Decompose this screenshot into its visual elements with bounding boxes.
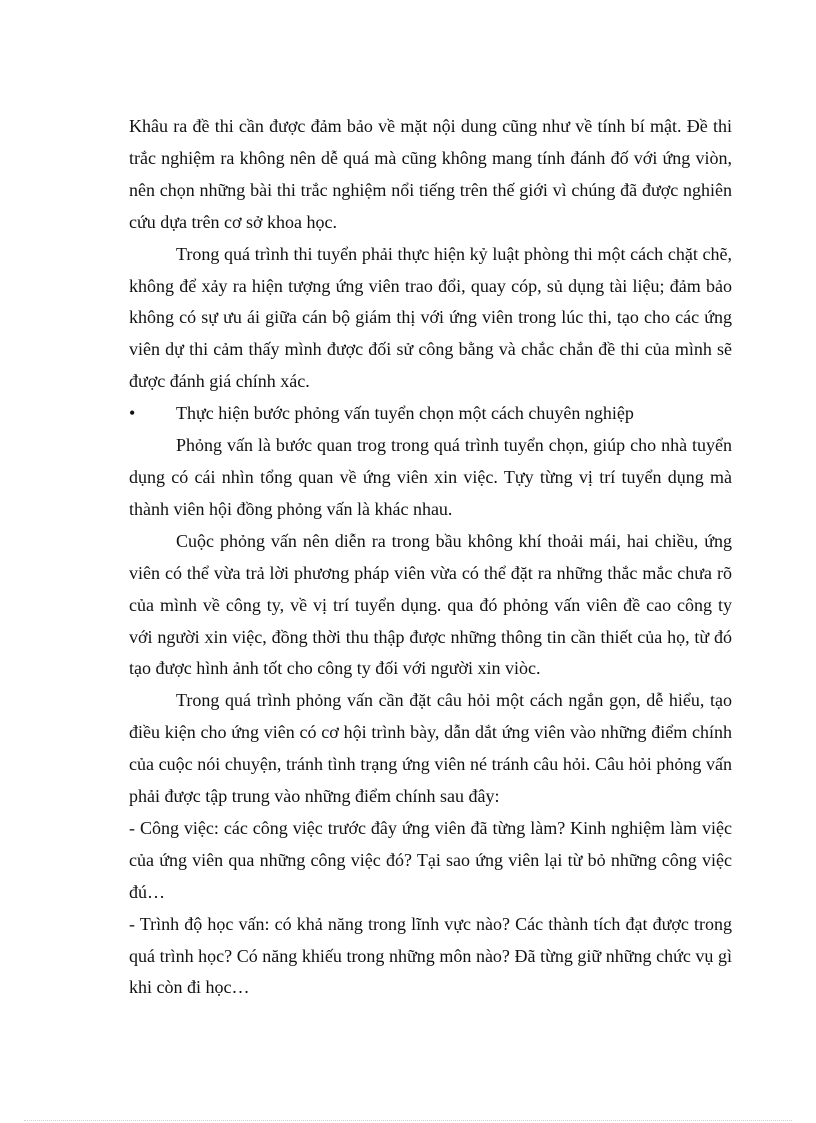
bullet-icon: • (129, 403, 136, 424)
paragraph-work-questions: - Công việc: các công việc trước đây ứng viên đã từng làm? Kinh nghiệm làm việc của ứng viên qua những công việc đó? Tại sao ứng viên lại từ bỏ những công việc đú… (129, 817, 732, 902)
bullet-item-label: Thực hiện bước phỏng vấn tuyển chọn một cách chuyên nghiệp (176, 403, 634, 424)
paragraph-exam-content: Khâu ra đề thi cần được đảm bảo về mặt nội dung cũng như về tính bí mật. Đề thi trắc nghiệm ra không nên dễ quá mà cũng không mang tính đánh đố với ứng viòn, nên chọn những bài thi trắc nghiệm nổi tiếng trên thế giới vì chúng đã được nghiên cứu dựa trên cơ sở khoa học. (129, 116, 732, 232)
paragraph-interview-questions: Trong quá trình phỏng vấn cần đặt câu hỏi một cách ngắn gọn, dễ hiểu, tạo điều kiện cho ứng viên có cơ hội trình bày, dẫn dắt ứng viên vào những điểm chính của cuộc nói chuyện, tránh tình trạng ứng viên né tránh câu hỏi. Câu hỏi phỏng vấn phải được tập trung vào những điểm chính sau đây: (129, 690, 732, 807)
paragraph-interview-step: Phỏng vấn là bước quan trog trong quá trình tuyển chọn, giúp cho nhà tuyển dụng có cái nhìn tổng quan về ứng viên xin việc. Tựy từng vị trí tuyển dụng mà thành viên hội đồng phỏng vấn là khác nhau. (129, 435, 732, 519)
body-text (129, 111, 732, 1004)
paragraph-interview-atmosphere: Cuộc phỏng vấn nên diễn ra trong bầu không khí thoải mái, hai chiều, ứng viên có thể vừa trả lời phương pháp viên vừa có thể đặt ra những thắc mắc chưa rõ của mình về công ty, về vị trí tuyển dụng. qua đó phỏng vấn viên đề cao công ty với người xin việc, đồng thời thu thập được những thông tin cần thiết của họ, từ đó tạo được hình ảnh tốt cho công ty đối với người xin viòc. (129, 530, 732, 679)
paragraph-exam-discipline: Trong quá trình thi tuyển phải thực hiện kỷ luật phòng thi một cách chặt chẽ, không để xảy ra hiện tượng ứng viên trao đổi, quay cóp, sủ dụng tài liệu; đảm bảo không có sự ưu ái giữa cán bộ giám thị với ứng viên trong lúc thi, tạo cho các ứng viên dự thi cảm thấy mình được đối sử công bằng và chắc chắn đề thi của mình sẽ được đánh giá chính xác. (129, 243, 732, 392)
paragraph-education-questions: - Trình độ học vấn: có khả năng trong lĩnh vực nào? Các thành tích đạt được trong quá trình học? Có năng khiếu trong những môn nào? Đã từng giữ những chức vụ gì khi còn đi học… (129, 913, 732, 998)
bullet-item-interview (129, 398, 732, 430)
page-bottom-divider (24, 1120, 792, 1121)
